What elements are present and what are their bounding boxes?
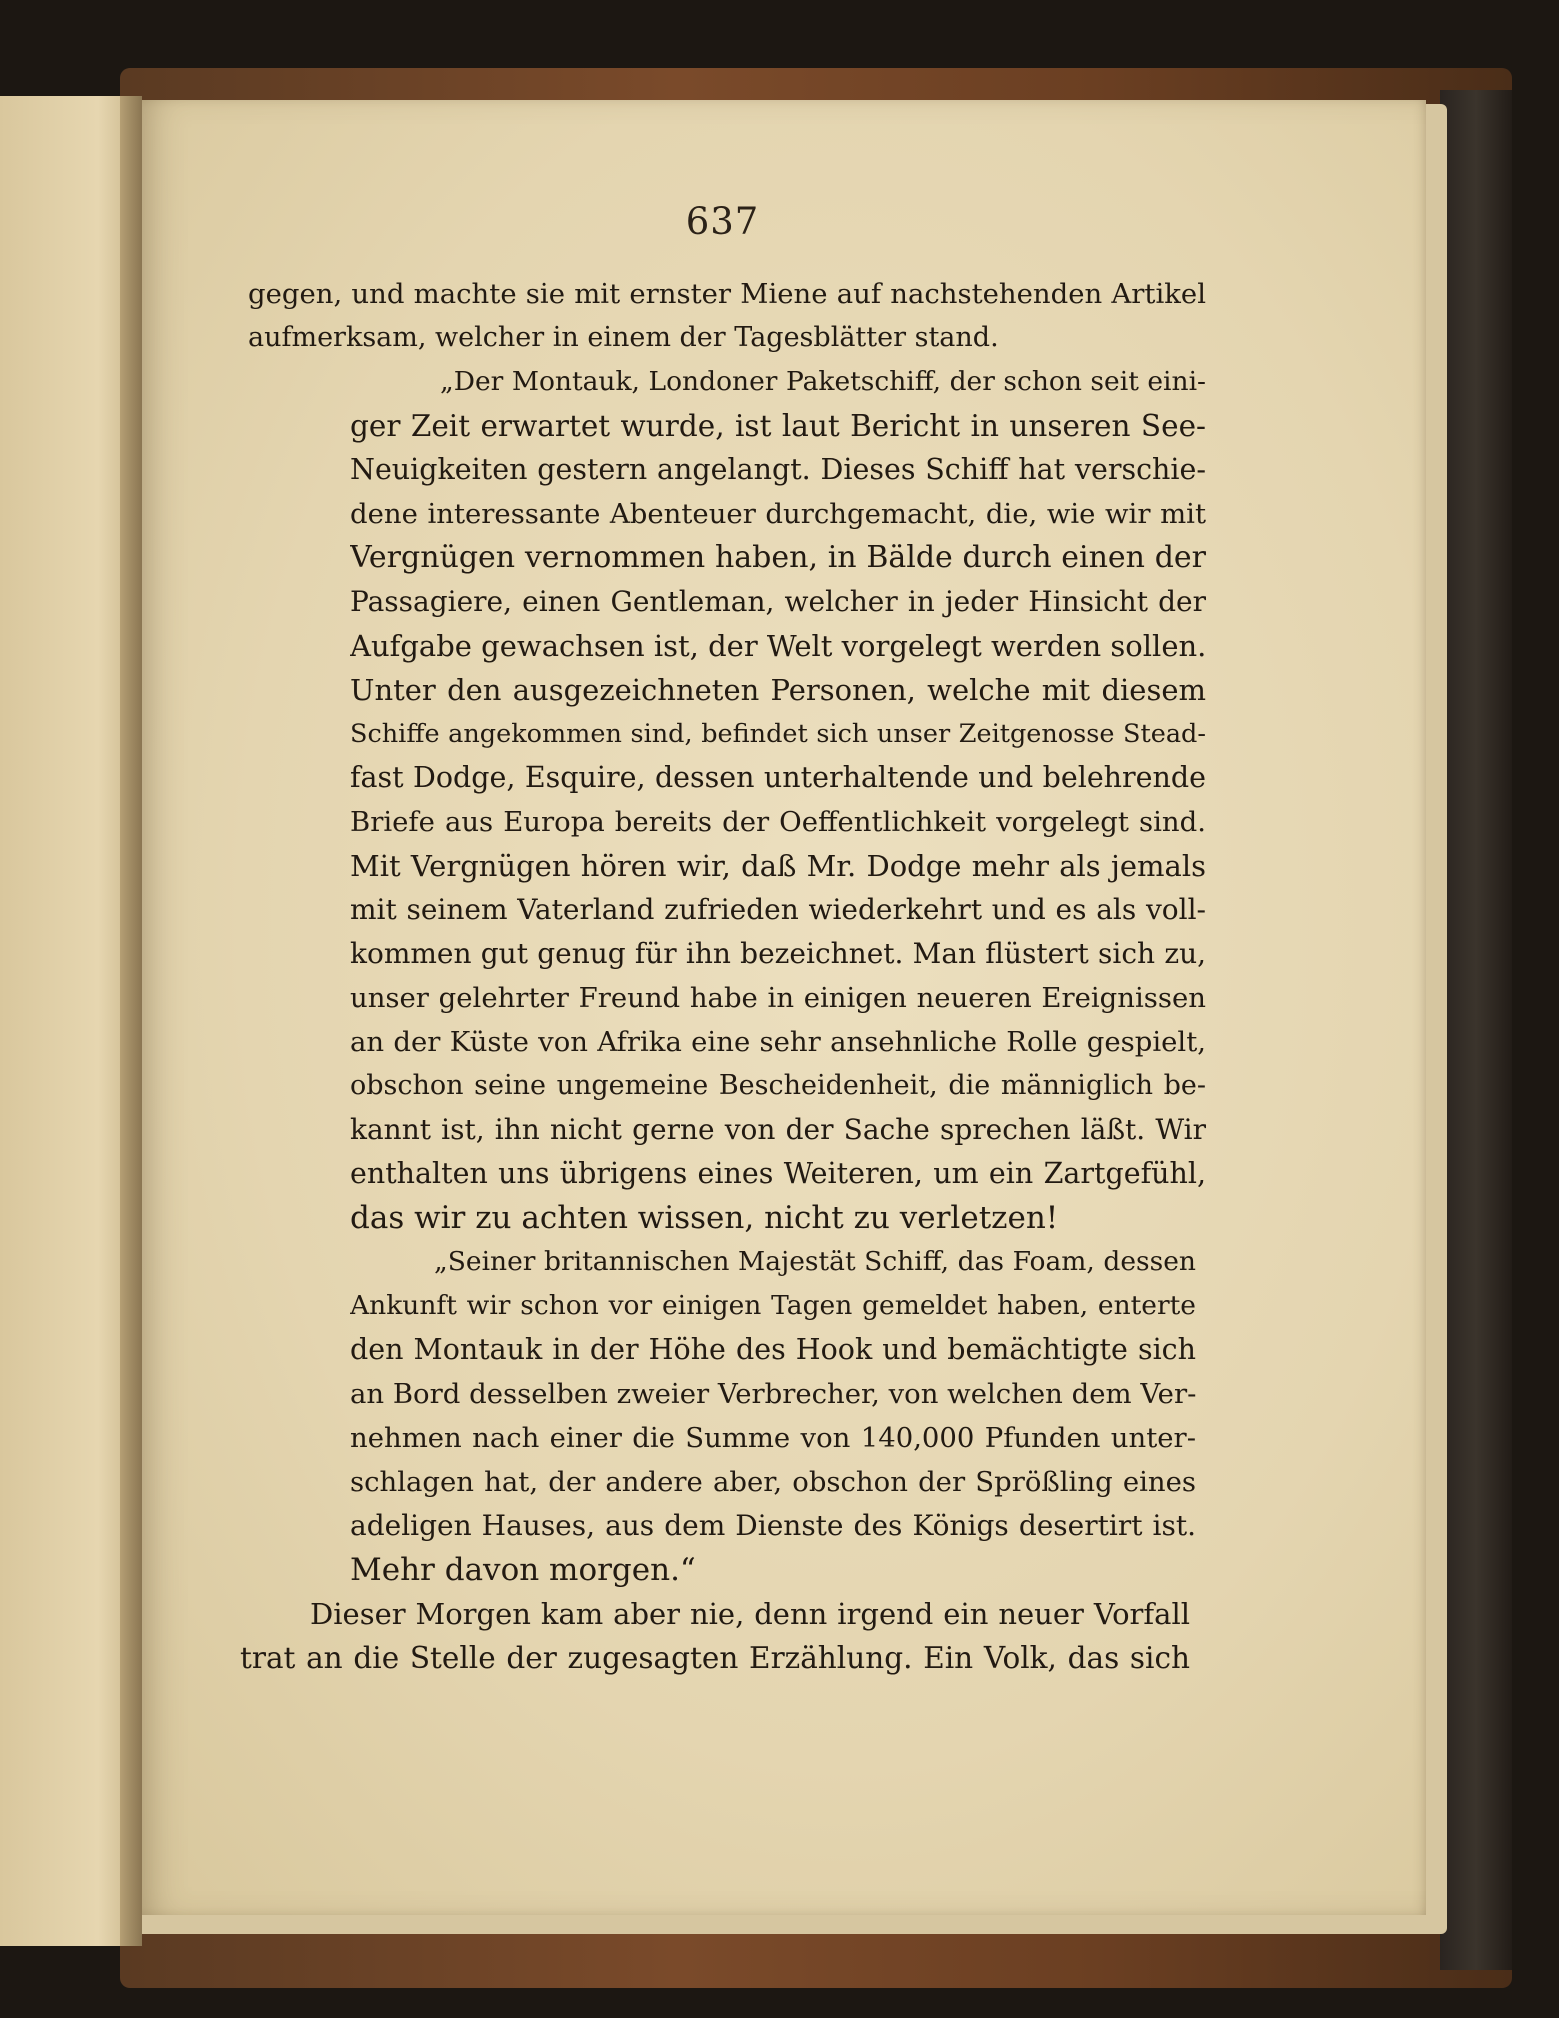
text-line: „Der Montauk, Londoner Paketschiff, der schon seit eini- bbox=[440, 366, 1206, 397]
text-line: Vergnügen vernommen haben, in Bälde durch einen der bbox=[350, 540, 1206, 575]
text-line: kommen gut genug für ihn bezeichnet. Man flüstert sich zu, bbox=[350, 937, 1206, 970]
text-line: Schiffe angekommen sind, befindet sich unser Zeitgenosse Stead- bbox=[350, 719, 1206, 749]
text-line: Briefe aus Europa bereits der Oeffentlichkeit vorgelegt sind. bbox=[350, 806, 1206, 838]
text-line: nehmen nach einer die Summe von 140,000 Pfunden unter- bbox=[350, 1422, 1196, 1454]
text-line: obschon seine ungemeine Bescheidenheit, die männiglich be- bbox=[350, 1070, 1206, 1101]
text-line: Dieser Morgen kam aber nie, denn irgend ein neuer Vorfall bbox=[310, 1597, 1190, 1631]
text-line: schlagen hat, der andere aber, obschon der Sprößling eines bbox=[350, 1466, 1196, 1498]
text-line: Unter den ausgezeichneten Personen, welche mit diesem bbox=[350, 673, 1206, 707]
text-line: kannt ist, ihn nicht gerne von der Sache sprechen läßt. Wir bbox=[350, 1113, 1206, 1146]
text-line: an Bord desselben zweier Verbrecher, von welchen dem Ver- bbox=[350, 1378, 1196, 1410]
text-line: das wir zu achten wissen, nicht zu verletzen! bbox=[350, 1200, 1059, 1236]
text-line: Mit Vergnügen hören wir, daß Mr. Dodge mehr als jemals bbox=[350, 849, 1206, 883]
text-line: fast Dodge, Esquire, dessen unterhaltende und belehrende bbox=[350, 761, 1206, 794]
text-line: Passagiere, einen Gentleman, welcher in jeder Hinsicht der bbox=[350, 585, 1206, 618]
text-line: Mehr davon morgen.“ bbox=[350, 1552, 696, 1588]
text-line: Neuigkeiten gestern angelangt. Dieses Schiff hat verschie- bbox=[350, 453, 1206, 486]
text-line: ger Zeit erwartet wurde, ist laut Bericht in unseren See- bbox=[350, 409, 1206, 443]
text-line: trat an die Stelle der zugesagten Erzählung. Ein Volk, das sich bbox=[240, 1641, 1190, 1675]
text-line: aufmerksam, welcher in einem der Tagesblätter stand. bbox=[248, 322, 999, 353]
text-line: Aufgabe gewachsen ist, der Welt vorgelegt werden sollen. bbox=[350, 629, 1206, 663]
text-line: adeligen Hauses, aus dem Dienste des Königs desertirt ist. bbox=[350, 1509, 1196, 1542]
page-number: 637 bbox=[685, 200, 760, 243]
text-line: den Montauk in der Höhe des Hook und bemächtigte sich bbox=[350, 1333, 1196, 1366]
text-line: an der Küste von Afrika eine sehr ansehnliche Rolle gespielt, bbox=[350, 1026, 1206, 1058]
text-line: „Seiner britannischen Majestät Schiff, das Foam, dessen bbox=[434, 1246, 1196, 1277]
text-line: mit seinem Vaterland zufrieden wiederkehrt und es als voll- bbox=[350, 893, 1206, 926]
text-line: gegen, und machte sie mit ernster Miene auf nachstehenden Artikel bbox=[248, 278, 1206, 310]
text-line: enthalten uns übrigens eines Weiteren, um ein Zartgefühl, bbox=[350, 1157, 1206, 1190]
text-line: dene interessante Abenteuer durchgemacht, die, wie wir mit bbox=[350, 498, 1206, 530]
text-line: Ankunft wir schon vor einigen Tagen gemeldet haben, enterte bbox=[350, 1290, 1196, 1321]
text-line: unser gelehrter Freund habe in einigen neueren Ereignissen bbox=[350, 982, 1206, 1014]
